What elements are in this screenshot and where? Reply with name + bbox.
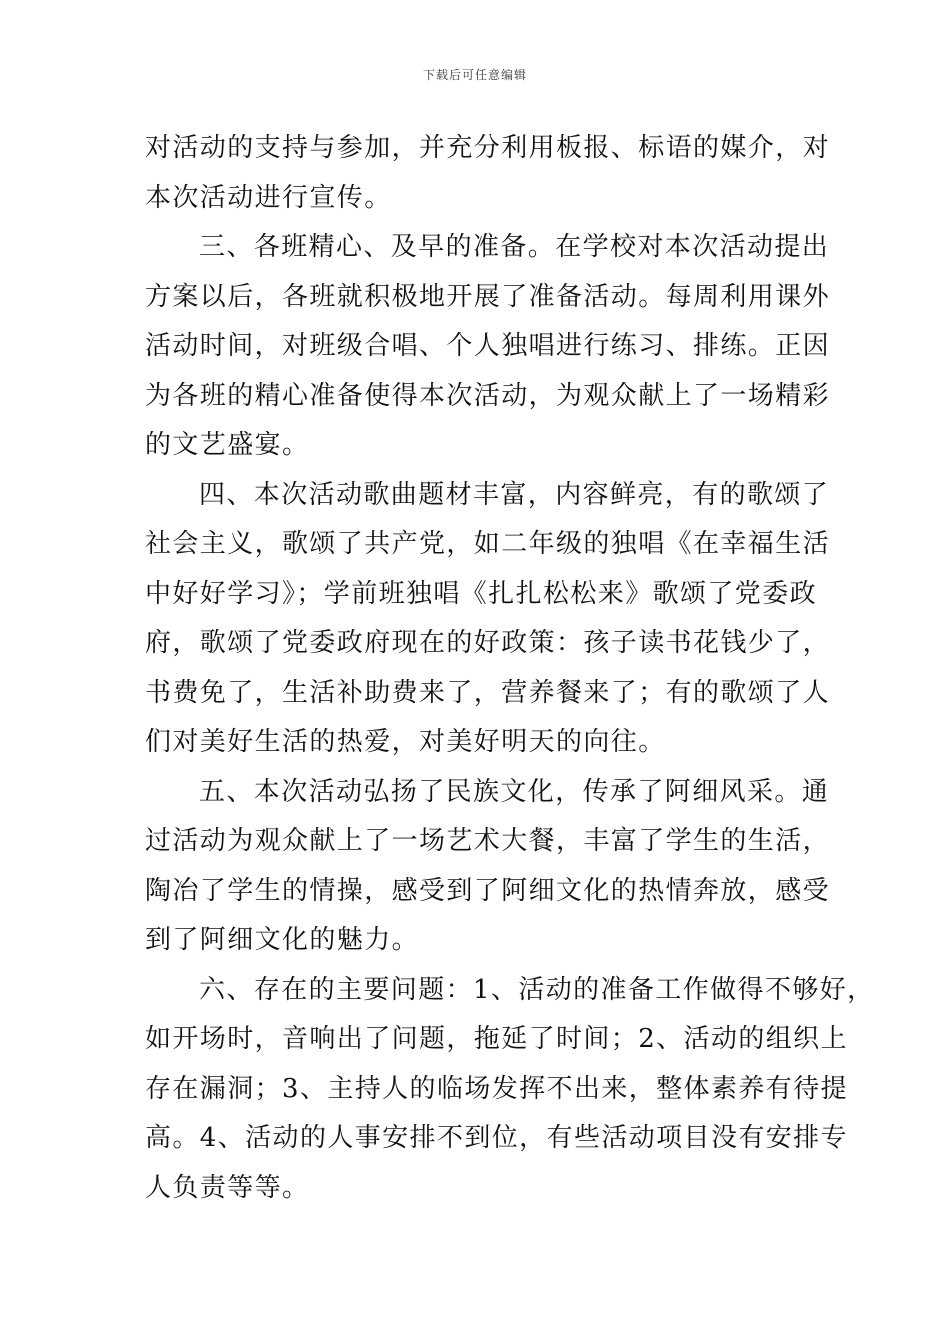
text-line: 活动时间，对班级合唱、个人独唱进行练习、排练。正因 xyxy=(145,331,831,361)
text-line: 府，歌颂了党委政府现在的好政策：孩子读书花钱少了， xyxy=(145,628,831,658)
text-line: 存在漏洞；3、主持人的临场发挥不出来，整体素养有待提 xyxy=(145,1073,848,1104)
text-line: 五、本次活动弘扬了民族文化，传承了阿细风采。通 xyxy=(199,776,830,807)
text-line: 方案以后，各班就积极地开展了准备活动。每周利用课外 xyxy=(145,281,831,312)
text-line: 高。4、活动的人事安排不到位，有些活动项目没有安排专 xyxy=(145,1123,848,1153)
text-line: 的文艺盛宴。 xyxy=(145,430,310,460)
paragraph-problems xyxy=(145,966,875,1214)
text-line: 到了阿细文化的魅力。 xyxy=(145,925,420,955)
document-body xyxy=(145,124,875,1213)
text-line: 过活动为观众献上了一场艺术大餐，丰富了学生的生活， xyxy=(145,826,831,856)
paragraph-preparation xyxy=(145,223,831,471)
paragraph-culture xyxy=(145,768,831,966)
text-line: 们对美好生活的热爱，对美好明天的向往。 xyxy=(145,727,666,757)
paragraph-continuation xyxy=(145,124,831,223)
text-line: 人负责等等。 xyxy=(145,1172,310,1203)
text-line: 三、各班精心、及早的准备。在学校对本次活动提出 xyxy=(199,232,830,262)
text-line: 书费免了，生活补助费来了，营养餐来了；有的歌颂了人 xyxy=(145,677,831,708)
text-line: 四、本次活动歌曲题材丰富，内容鲜亮，有的歌颂了 xyxy=(199,479,830,510)
text-line: 社会主义，歌颂了共产党，如二年级的独唱《在幸福生活 xyxy=(145,529,831,559)
text-line: 本次活动进行宣传。 xyxy=(145,182,392,213)
text-line: 陶冶了学生的情操，感受到了阿细文化的热情奔放，感受 xyxy=(145,875,831,906)
paragraph-song-themes xyxy=(145,471,831,768)
text-line: 六、存在的主要问题：1、活动的准备工作做得不够好， xyxy=(199,974,875,1005)
text-line: 中好好学习》；学前班独唱《扎扎松松来》歌颂了党委政 xyxy=(145,578,818,609)
text-line: 对活动的支持与参加，并充分利用板报、标语的媒介，对 xyxy=(145,133,831,163)
page-header: 下载后可任意编辑 xyxy=(422,68,527,82)
text-line: 为各班的精心准备使得本次活动，为观众献上了一场精彩 xyxy=(145,380,831,411)
text-line: 如开场时，音响出了问题，拖延了时间；2、活动的组织上 xyxy=(145,1024,848,1054)
